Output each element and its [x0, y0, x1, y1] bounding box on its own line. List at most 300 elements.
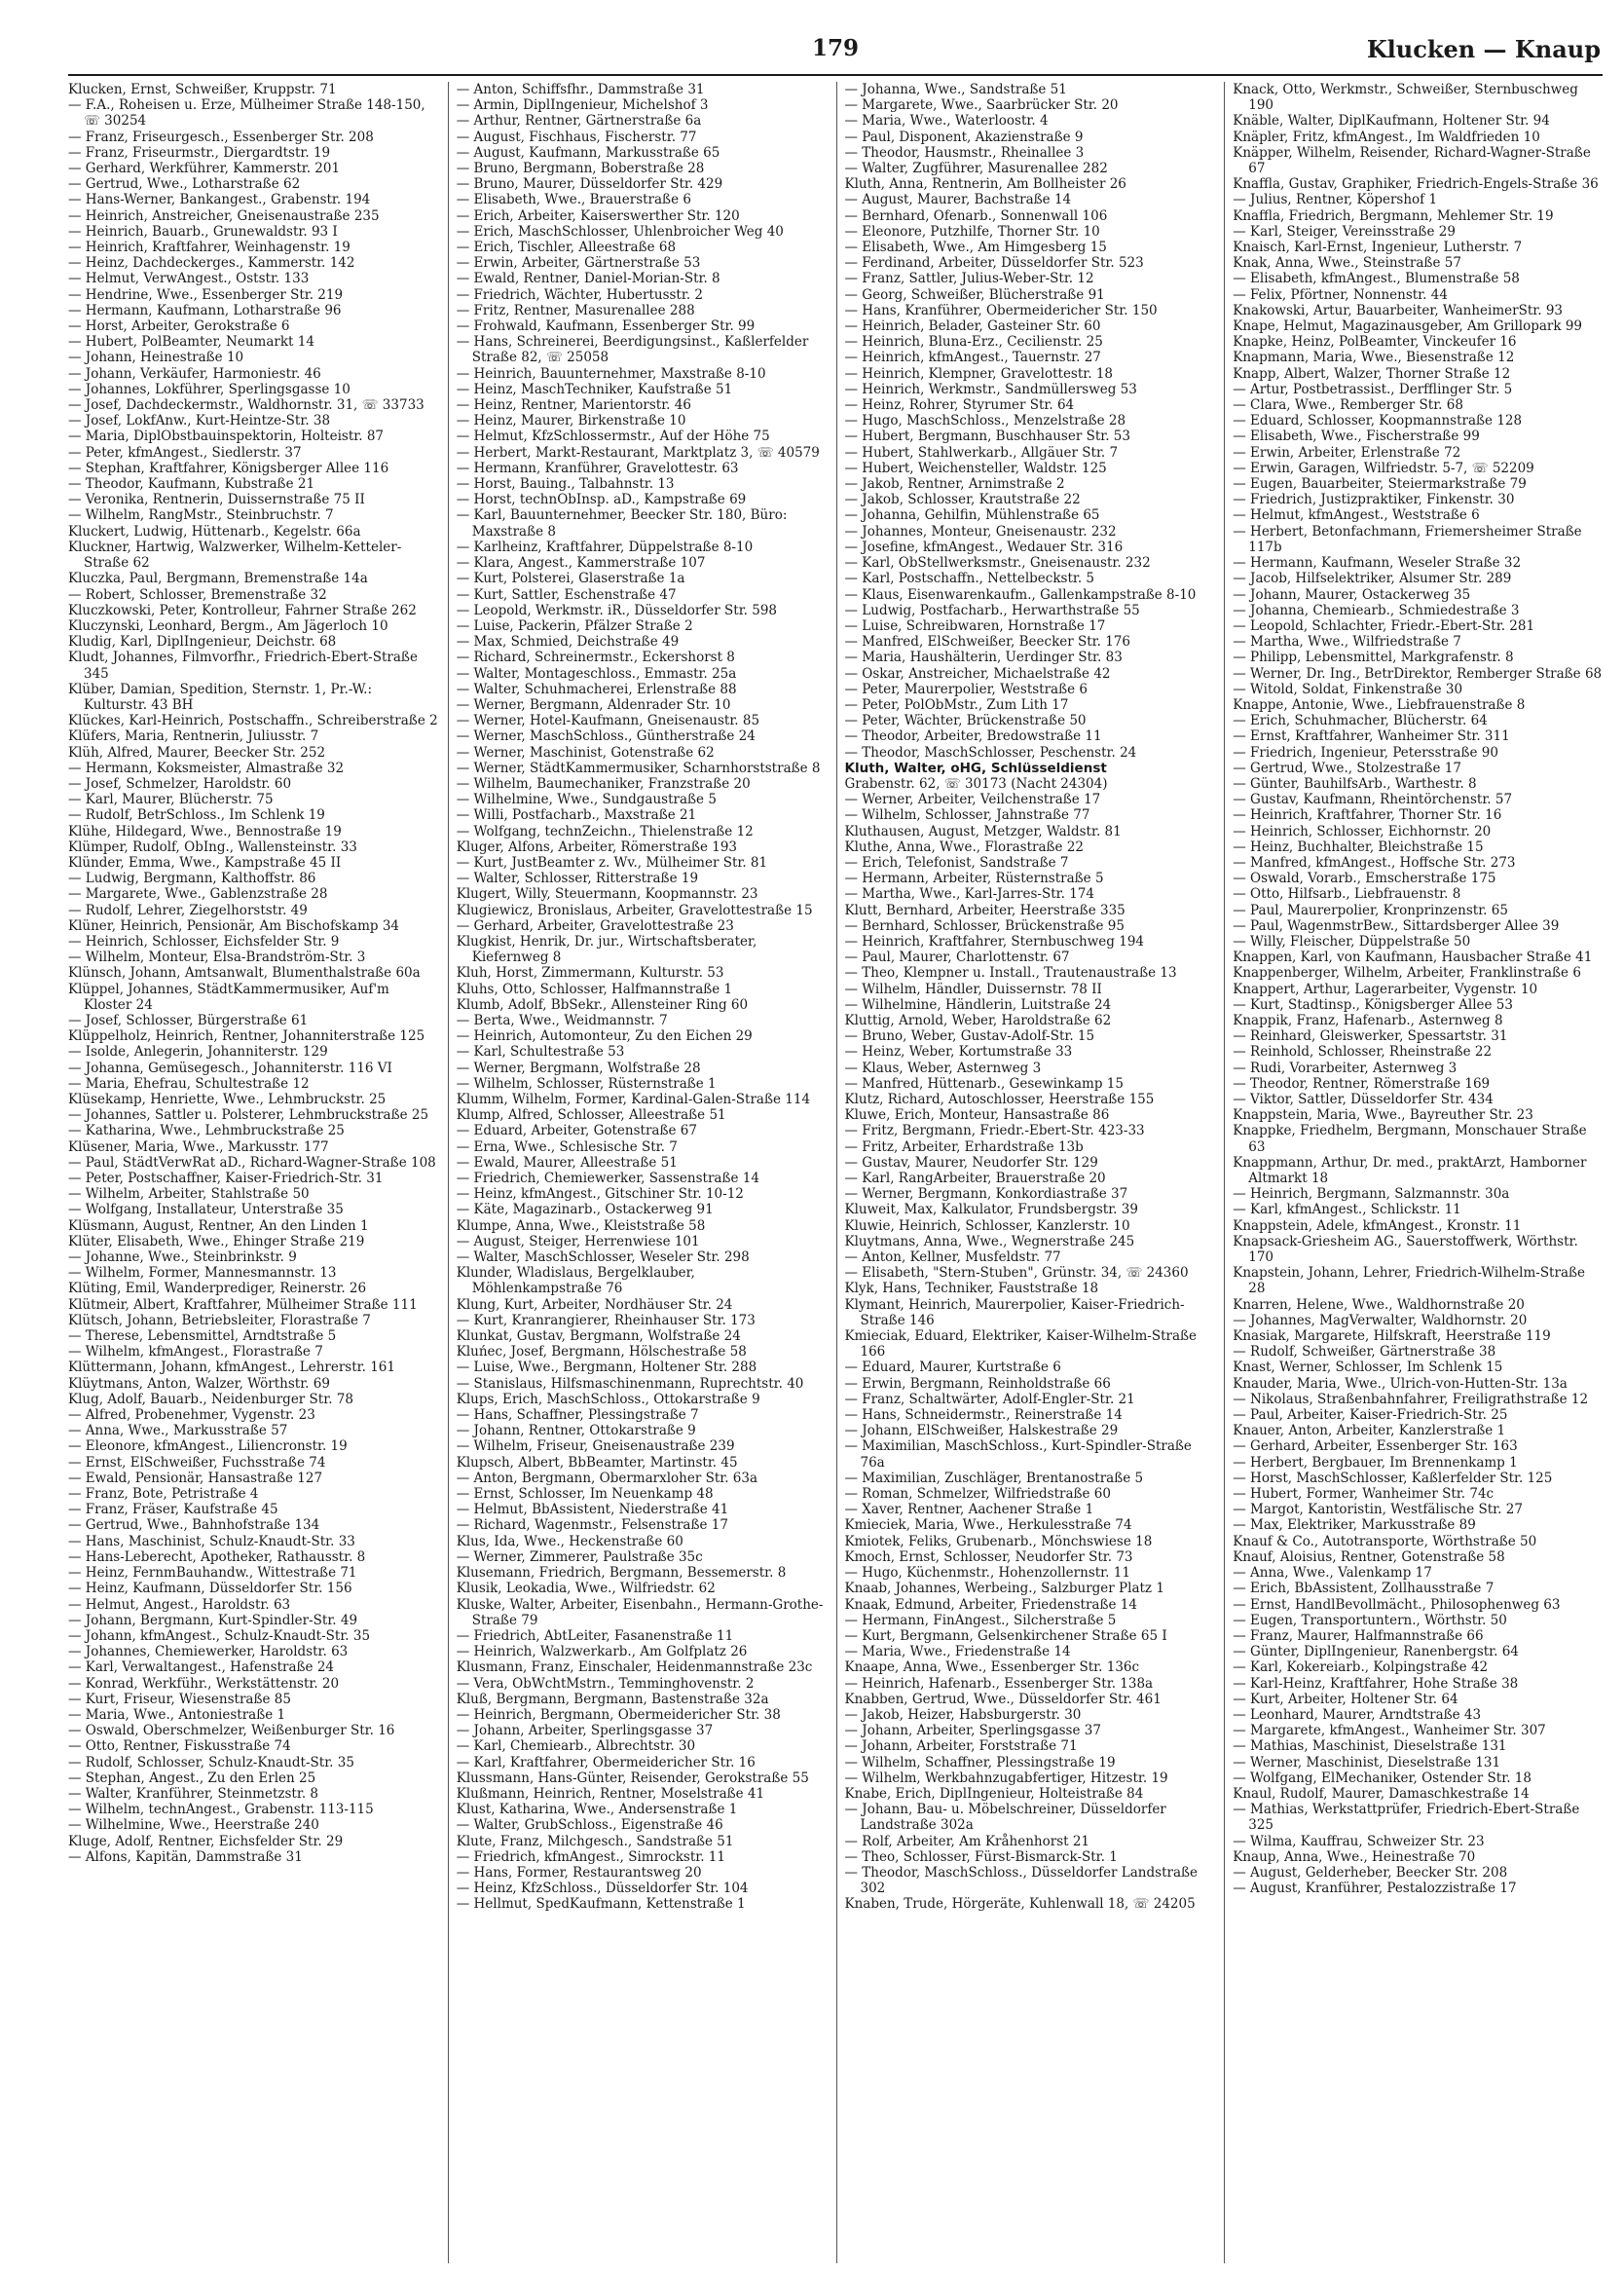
directory-entry: — Theodor, Hausmstr., Rheinallee 3	[844, 144, 1085, 161]
directory-entry: — Franz, Sattler, Julius-Weber-Str. 12	[844, 271, 1094, 287]
directory-entry: — Anton, Bergmann, Obermarxloher Str. 63a	[456, 1470, 758, 1486]
directory-entry: — Friedrich, AbtLeiter, Fasanenstraße 11	[456, 1627, 734, 1644]
directory-entry: — Erwin, Garagen, Wilfriedstr. 5-7, ☏ 52209	[1233, 460, 1534, 476]
directory-entry: — August, Kranführer, Pestalozzistraße 17	[1233, 1881, 1517, 1897]
directory-entry: — Manfred, Hüttenarb., Gesewinkamp 15	[844, 1075, 1124, 1092]
directory-entry: — Reinhold, Schlosser, Rheinstraße 22	[1233, 1044, 1493, 1061]
directory-entry: — Wilhelm, Werkbahnzugabfertiger, Hitzestr. 19	[844, 1770, 1168, 1786]
directory-entry: — Wilhelm, Arbeiter, Stahlstraße 50	[68, 1186, 310, 1203]
directory-entry: — Erich, Telefonist, Sandstraße 7	[844, 854, 1069, 871]
directory-entry: Knaup, Anna, Wwe., Heinestraße 70	[1233, 1848, 1476, 1865]
directory-entry: Klüttermann, Johann, kfmAngest., Lehrerstr. 161	[68, 1360, 395, 1376]
directory-entry: Knabe, Erich, DiplIngenieur, Holteistraße 84	[844, 1785, 1144, 1802]
directory-entry: — Peter, PolObMstr., Zum Lith 17	[844, 696, 1069, 713]
directory-entry: — Felix, Pförtner, Nonnenstr. 44	[1233, 286, 1448, 303]
directory-entry: — Heinrich, Bergmann, Salzmannstr. 30a	[1233, 1186, 1510, 1203]
directory-entry: Kludt, Johannes, Filmvorfhr., Friedrich-Ebert-Straße 345	[68, 650, 418, 682]
directory-entry: — Werner, Bergmann, Aldenrader Str. 10	[456, 696, 731, 713]
directory-entry: Grabenstr. 62, ☏ 30173 (Nacht 24304)	[844, 775, 1108, 792]
directory-entry: — Karl, Verwaltangest., Hafenstraße 24	[68, 1659, 335, 1676]
directory-entry: Klute, Franz, Milchgesch., Sandstraße 51	[456, 1833, 734, 1849]
directory-entry: — Clara, Wwe., Remberger Str. 68	[1233, 397, 1463, 414]
directory-entry: — Heinz, Kaufmann, Düsseldorfer Str. 156	[68, 1581, 352, 1597]
directory-entry: Klumm, Wilhelm, Former, Kardinal-Galen-Straße 114	[456, 1092, 811, 1107]
directory-entry: — Heinrich, Kraftfahrer, Sternbuschweg 194	[844, 933, 1144, 950]
directory-entry: — Heinrich, Schlosser, Eichsfelder Str. 9	[68, 933, 340, 950]
directory-entry: Klüting, Emil, Wanderprediger, Reinerstr. 26	[68, 1281, 367, 1297]
directory-entry: — Wilhelm, Schlosser, Jahnstraße 77	[844, 807, 1090, 824]
directory-entry: — Vera, ObWchtMstrn., Temminghovenstr. 2	[456, 1675, 755, 1692]
directory-entry: Knaape, Anna, Wwe., Essenberger Str. 136c	[844, 1659, 1140, 1676]
directory-entry: Knappik, Franz, Hafenarb., Asternweg 8	[1233, 1012, 1503, 1028]
directory-entry: Knapmann, Maria, Wwe., Biesenstraße 12	[1233, 350, 1515, 366]
directory-entry: — Rudi, Vorarbeiter, Asternweg 3	[1233, 1060, 1458, 1076]
directory-entry: — Johanne, Wwe., Steinbrinkstr. 9	[68, 1249, 297, 1266]
directory-entry: — Werner, Zimmerer, Paulstraße 35c	[456, 1548, 703, 1565]
directory-entry: Klünsch, Johann, Amtsanwalt, Blumenthalstraße 60a	[68, 965, 421, 982]
directory-entry: — Erna, Wwe., Schlesische Str. 7	[456, 1138, 678, 1155]
directory-entry: — Theodor, MaschSchloss., Düsseldorfer Landstraße 302	[844, 1864, 1199, 1897]
directory-entry: — Josef, Schlosser, Bürgerstraße 61	[68, 1012, 309, 1028]
directory-entry: Kluttig, Arnold, Weber, Haroldstraße 62	[844, 1012, 1112, 1028]
directory-entry: — Werner, MaschSchloss., Güntherstraße 24	[456, 728, 756, 745]
directory-entry: — Leopold, Schlachter, Friedr.-Ebert-Str. 281	[1233, 617, 1535, 634]
directory-entry: — Heinrich, Bergmann, Obermeidericher Str. 38	[456, 1706, 781, 1723]
directory-entry: — Johannes, Monteur, Gneisenaustr. 232	[844, 523, 1117, 540]
directory-entry: — Wilhelm, Baumechaniker, Franzstraße 20	[456, 775, 751, 792]
directory-entry: — Ewald, Pensionär, Hansastraße 127	[68, 1470, 323, 1486]
directory-entry: — Jakob, Rentner, Arnimstraße 2	[844, 476, 1065, 493]
directory-entry: — Hermann, Kranführer, Gravelottestr. 63	[456, 460, 739, 476]
directory-entry: Knäpler, Fritz, kfmAngest., Im Waldfrieden 10	[1233, 129, 1540, 145]
directory-entry: Kmieciak, Eduard, Elektriker, Kaiser-Wilhelm-Straße 166	[844, 1328, 1198, 1360]
directory-entry: Klussmann, Hans-Günter, Reisender, Gerokstraße 55	[456, 1770, 809, 1786]
directory-entry: — Frohwald, Kaufmann, Essenberger Str. 99	[456, 318, 756, 335]
directory-entry: Knak, Anna, Wwe., Steinstraße 57	[1233, 255, 1461, 272]
directory-entry: — Heinz, Rohrer, Styrumer Str. 64	[844, 397, 1075, 414]
directory-entry: — Elisabeth, "Stern-Stuben", Grünstr. 34, ☏ 24360	[844, 1265, 1189, 1282]
directory-entry: — Hermann, Kaufmann, Weseler Straße 32	[1233, 555, 1522, 572]
directory-entry: — Arthur, Rentner, Gärtnerstraße 6a	[456, 113, 702, 130]
directory-entry: — Otto, Rentner, Fiskusstraße 74	[68, 1738, 291, 1755]
directory-entry: — Paul, Disponent, Akazienstraße 9	[844, 129, 1084, 145]
directory-entry: — Erich, Tischler, Alleestraße 68	[456, 240, 677, 256]
directory-entry: — Rudolf, Schweißer, Gärtnerstraße 38	[1233, 1344, 1496, 1360]
directory-entry: Klüppelholz, Heinrich, Rentner, Johanniterstraße 125	[68, 1028, 425, 1045]
directory-entry: Klups, Erich, MaschSchloss., Ottokarstraße 9	[456, 1391, 760, 1407]
directory-entry: — Heinrich, Werkmstr., Sandmüllersweg 53	[844, 381, 1137, 397]
directory-entry: Klunkat, Gustav, Bergmann, Wolfstraße 24	[456, 1328, 741, 1345]
directory-entry: — August, Kaufmann, Markusstraße 65	[456, 144, 720, 161]
directory-entry: Knapstein, Johann, Lehrer, Friedrich-Wilhelm-Straße 28	[1233, 1265, 1585, 1297]
directory-entry: Kmieciek, Maria, Wwe., Herkulesstraße 74	[844, 1517, 1132, 1534]
directory-entry: — Karl, Steiger, Vereinsstraße 29	[1233, 223, 1456, 240]
directory-entry: — Friedrich, kfmAngest., Simrockstr. 11	[456, 1848, 725, 1865]
directory-entry: — August, Gelderheber, Beecker Str. 208	[1233, 1864, 1508, 1881]
directory-entry: — Manfred, kfmAngest., Hoffsche Str. 273	[1233, 854, 1516, 871]
directory-entry: Klüsener, Maria, Wwe., Markusstr. 177	[68, 1138, 329, 1155]
directory-entry: — Wolfgang, Installateur, Unterstraße 35	[68, 1202, 344, 1218]
directory-entry: — Alfons, Kapitän, Dammstraße 31	[68, 1848, 303, 1865]
directory-entry: Knappen, Karl, von Kaufmann, Hausbacher Straße 41	[1233, 950, 1593, 966]
directory-entry: Klumpe, Anna, Wwe., Kleiststraße 58	[456, 1217, 706, 1234]
directory-entry: Klußmann, Heinrich, Rentner, Moselstraße 41	[456, 1785, 765, 1802]
directory-entry: — Johannes, MagVerwalter, Waldhornstr. 20	[1233, 1312, 1528, 1328]
directory-entry: — Heinz, MaschTechniker, Kaufstraße 51	[456, 381, 733, 397]
directory-entry: — Josef, Schmelzer, Haroldstr. 60	[68, 775, 292, 792]
directory-entry: — Walter, Kranführer, Steinmetzstr. 8	[68, 1785, 318, 1802]
directory-entry: — Kurt, Bergmann, Gelsenkirchener Straße 65 I	[844, 1627, 1167, 1644]
directory-entry: — Heinrich, Automonteur, Zu den Eichen 29	[456, 1028, 753, 1045]
directory-entry: — Elisabeth, Wwe., Brauerstraße 6	[456, 192, 691, 208]
directory-entry: — Bernhard, Schlosser, Brückenstraße 95	[844, 917, 1125, 934]
directory-entry: Klymant, Heinrich, Maurerpolier, Kaiser-Friedrich-Straße 146	[844, 1296, 1185, 1328]
directory-entry: — Heinz, FernmBauhandw., Wittestraße 71	[68, 1565, 357, 1582]
directory-entry: Klunder, Wladislaus, Bergelklauber, Möhlenkampstraße 76	[456, 1265, 695, 1297]
directory-entry: — Heinrich, kfmAngest., Tauernstr. 27	[844, 350, 1101, 366]
directory-entry: Kludig, Karl, DiplIngenieur, Deichstr. 68	[68, 634, 337, 651]
directory-entry: — Alfred, Probenehmer, Vygenstr. 23	[68, 1407, 315, 1424]
directory-entry: Klünder, Emma, Wwe., Kampstraße 45 II	[68, 854, 342, 871]
directory-entry: — Gerhard, Werkführer, Kammerstr. 201	[68, 161, 341, 177]
directory-entry: — Peter, Maurerpolier, Weststraße 6	[844, 681, 1088, 697]
directory-entry: — Heinrich, Kraftfahrer, Thorner Str. 16	[1233, 807, 1502, 824]
directory-entry: Klüter, Elisabeth, Wwe., Ehinger Straße 219	[68, 1233, 365, 1249]
directory-entry: — Klara, Angest., Kammerstraße 107	[456, 555, 706, 572]
directory-entry: — Eduard, Arbeiter, Gotenstraße 67	[456, 1123, 697, 1139]
directory-entry: — Wilhelm, Friseur, Gneisenaustraße 239	[456, 1438, 735, 1455]
directory-entry: — Armin, DiplIngenieur, Michelshof 3	[456, 97, 709, 114]
directory-entry: — Heinrich, Bauarb., Grunewaldstr. 93 I	[68, 223, 338, 240]
directory-entry: — Manfred, ElSchweißer, Beecker Str. 176	[844, 634, 1130, 651]
directory-entry: — Julius, Rentner, Köpershof 1	[1233, 192, 1438, 208]
directory-entry: Knape, Helmut, Magazinausgeber, Am Grillopark 99	[1233, 318, 1583, 335]
directory-entry: — Wilhelm, technAngest., Grabenstr. 113-115	[68, 1802, 374, 1818]
directory-entry: — Witold, Soldat, Finkenstraße 30	[1233, 681, 1463, 697]
directory-entry: — Friedrich, Wächter, Hubertusstr. 2	[456, 286, 703, 303]
directory-entry: — August, Steiger, Herrenwiese 101	[456, 1233, 700, 1249]
directory-entry: — F.A., Roheisen u. Erze, Mülheimer Straße 148-150, ☏ 30254	[68, 97, 425, 130]
directory-entry: — Stephan, Angest., Zu den Erlen 25	[68, 1770, 316, 1786]
directory-entry: — Werner, Hotel-Kaufmann, Gneisenaustr. 85	[456, 713, 760, 729]
directory-entry: — Hans, Maschinist, Schulz-Knaudt-Str. 33	[68, 1533, 355, 1549]
directory-entry: — Walter, Schlosser, Ritterstraße 19	[456, 871, 699, 887]
directory-entry: — Maria, Wwe., Friedenstraße 14	[844, 1644, 1071, 1660]
directory-entry: — Oswald, Oberschmelzer, Weißenburger Str. 16	[68, 1723, 395, 1739]
directory-entry: — Heinrich, Schlosser, Eichhornstr. 20	[1233, 823, 1492, 839]
directory-entry: — Heinz, Buchhalter, Bleichstraße 15	[1233, 838, 1484, 855]
directory-entry: — Heinrich, Hafenarb., Essenberger Str. 138a	[844, 1675, 1154, 1692]
directory-entry: — Karl, Kokereiarb., Kolpingstraße 42	[1233, 1659, 1489, 1676]
directory-entry: — Erwin, Bergmann, Reinholdstraße 66	[844, 1375, 1111, 1392]
directory-entry: — Bruno, Maurer, Düsseldorfer Str. 429	[456, 176, 723, 193]
directory-entry: Knappe, Antonie, Wwe., Liebfrauenstraße 8	[1233, 696, 1526, 713]
directory-entry: Kluh, Horst, Zimmermann, Kulturstr. 53	[456, 965, 724, 982]
directory-entry: — Theodor, Rentner, Römerstraße 169	[1233, 1075, 1491, 1092]
header-rule	[68, 74, 1603, 76]
directory-entry: — Nikolaus, Straßenbahnfahrer, Freiligrathstraße 12	[1233, 1391, 1589, 1407]
directory-entry: — Paul, Maurerpolier, Kronprinzenstr. 65	[1233, 902, 1508, 918]
directory-entry: — Peter, Wächter, Brückenstraße 50	[844, 713, 1087, 729]
directory-entry: Kluckert, Ludwig, Hüttenarb., Kegelstr. 66a	[68, 523, 361, 540]
directory-entry: — Heinz, Dachdeckerges., Kammerstr. 142	[68, 255, 355, 272]
directory-entry: — Anna, Wwe., Markusstraße 57	[68, 1423, 288, 1439]
directory-entry: Klust, Katharina, Wwe., Andersenstraße 1	[456, 1802, 738, 1818]
directory-entry: — Franz, Fräser, Kaufstraße 45	[68, 1502, 278, 1518]
directory-entry: — Philipp, Lebensmittel, Markgrafenstr. 8	[1233, 650, 1514, 666]
directory-entry: — Johann, Arbeiter, Sperlingsgasse 37	[456, 1723, 714, 1739]
directory-entry: Klump, Alfred, Schlosser, Alleestraße 51	[456, 1107, 726, 1124]
directory-entry: — Margot, Kantoristin, Westfälische Str. 27	[1233, 1502, 1523, 1518]
directory-entry: — Johann, Bergmann, Kurt-Spindler-Str. 49	[68, 1612, 358, 1628]
directory-entry: — Karl, Chemiearb., Albrechtstr. 30	[456, 1738, 696, 1755]
directory-entry: — Karl, Bauunternehmer, Beecker Str. 180, Büro: Maxstraße 8	[456, 507, 788, 540]
directory-entry: — Werner, Arbeiter, Veilchenstraße 17	[844, 792, 1101, 808]
directory-entry: — Hermann, Arbeiter, Rüsternstraße 5	[844, 871, 1104, 887]
directory-entry: Kmoch, Ernst, Schlosser, Neudorfer Str. 73	[844, 1548, 1133, 1565]
page-header	[68, 31, 1603, 70]
directory-entry: — Friedrich, Justizpraktiker, Finkenstr. 30	[1233, 492, 1515, 508]
directory-entry: Knapp, Albert, Walzer, Thorner Straße 12	[1233, 365, 1511, 382]
directory-entry: — Jacob, Hilfselektriker, Alsumer Str. 289	[1233, 571, 1512, 587]
directory-entry: Klückes, Karl-Heinrich, Postschaffn., Schreiberstraße 2	[68, 713, 438, 729]
directory-entry: — Robert, Schlosser, Bremenstraße 32	[68, 586, 327, 603]
directory-entry: — Martha, Wwe., Karl-Jarres-Str. 174	[844, 886, 1094, 903]
directory-entry: — Fritz, Arbeiter, Erhardstraße 13b	[844, 1138, 1084, 1155]
directory-entry: — Wilhelm, Händler, Duissernstr. 78 II	[844, 981, 1102, 997]
directory-entry: — Johanna, Wwe., Sandstraße 51	[844, 82, 1067, 97]
directory-entry: — Franz, Schaltwärter, Adolf-Engler-Str. 21	[844, 1391, 1135, 1407]
directory-entry: — Hans, Schreinerei, Beerdigungsinst., Kaßlerfelder Straße 82, ☏ 25058	[456, 334, 809, 366]
directory-entry: Knäpper, Wilhelm, Reisender, Richard-Wagner-Straße 67	[1233, 144, 1591, 177]
directory-entry: — Maria, Wwe., Antoniestraße 1	[68, 1706, 286, 1723]
directory-entry: — Karl, Maurer, Blücherstr. 75	[68, 792, 274, 808]
running-head: Klucken — Knaup	[1366, 35, 1601, 63]
directory-entry: — Ewald, Rentner, Daniel-Morian-Str. 8	[456, 271, 720, 287]
directory-entry: Klutt, Bernhard, Arbeiter, Heerstraße 335	[844, 902, 1126, 918]
directory-entry: — Oswald, Vorarb., Emscherstraße 175	[1233, 871, 1496, 887]
directory-entry: — Werner, Dr. Ing., BetrDirektor, Remberger Straße 68	[1233, 665, 1603, 682]
directory-entry: — Horst, Bauing., Talbahnstr. 13	[456, 476, 675, 493]
directory-entry: — Hans, Schneidermstr., Reinerstraße 14	[844, 1407, 1123, 1424]
directory-entry: — Hans, Former, Restaurantsweg 20	[456, 1864, 702, 1881]
directory-entry: — Klaus, Eisenwarenkaufm., Gallenkampstraße 8-10	[844, 586, 1197, 603]
directory-entry: — Theodor, Arbeiter, Bredowstraße 11	[844, 728, 1102, 745]
directory-entry: — Heinz, Weber, Kortumstraße 33	[844, 1044, 1073, 1061]
directory-entry: — Friedrich, Chemiewerker, Sassenstraße 14	[456, 1171, 759, 1187]
directory-entry: — Gertrud, Wwe., Lotharstraße 62	[68, 176, 301, 193]
directory-entry: — Heinrich, Belader, Gasteiner Str. 60	[844, 318, 1101, 335]
directory-entry: — Fritz, Rentner, Masurenallee 288	[456, 302, 695, 318]
directory-entry: — Maria, DiplObstbauinspektorin, Holteistr. 87	[68, 429, 384, 445]
directory-entry: Knaffla, Friedrich, Bergmann, Mehlemer Str. 19	[1233, 207, 1554, 224]
directory-entry: — Eleonore, kfmAngest., Liliencronstr. 19	[68, 1438, 348, 1455]
directory-entry: Kluwie, Heinrich, Schlosser, Kanzlerstr. 10	[844, 1217, 1130, 1234]
directory-entry: — Karl, RangArbeiter, Brauerstraße 20	[844, 1171, 1106, 1187]
directory-entry: — Wilhelm, kfmAngest., Florastraße 7	[68, 1344, 323, 1360]
directory-entry: — Hubert, Former, Wanheimer Str. 74c	[1233, 1486, 1495, 1503]
directory-entry: — Werner, Bergmann, Konkordiastraße 37	[844, 1186, 1128, 1203]
page-number: 179	[811, 35, 859, 61]
directory-entry: — Josef, LokfAnw., Kurt-Heintze-Str. 38	[68, 413, 331, 429]
directory-entry: — Wilhelmine, Wwe., Sundgaustraße 5	[456, 792, 717, 808]
directory-entry: Klühe, Hildegard, Wwe., Bennostraße 19	[68, 823, 342, 839]
directory-entry: — Hans, Kranführer, Obermeidericher Str. 150	[844, 302, 1158, 318]
directory-entry: — Heinrich, Bauunternehmer, Maxstraße 8-10	[456, 365, 766, 382]
directory-entry: — Günter, DiplIngenieur, Ranenbergstr. 64	[1233, 1644, 1519, 1660]
directory-entry: — Kurt, Polsterei, Glaserstraße 1a	[456, 571, 685, 587]
directory-entry: — Theodor, Kaufmann, Kubstraße 21	[68, 476, 315, 493]
directory-column-4	[1224, 82, 1603, 2263]
directory-entry: — Johann, Arbeiter, Sperlingsgasse 37	[844, 1723, 1101, 1739]
directory-entry: — Kurt, JustBeamter z. Wv., Mülheimer Str. 81	[456, 854, 768, 871]
directory-entry: — Käte, Magazinarb., Ostackerweg 91	[456, 1202, 714, 1218]
directory-entry: — Johann, Arbeiter, Forststraße 71	[844, 1738, 1078, 1755]
directory-entry: Knauder, Maria, Wwe., Ulrich-von-Hutten-Str. 13a	[1233, 1375, 1568, 1392]
directory-entry: — Max, Elektriker, Markusstraße 89	[1233, 1517, 1476, 1534]
directory-entry: Kluweit, Max, Kalkulator, Frundsbergstr. 39	[844, 1202, 1138, 1218]
directory-entry: — Ludwig, Bergmann, Kalthoffstr. 86	[68, 871, 316, 887]
directory-entry: — Eugen, Bauarbeiter, Steiermarkstraße 79	[1233, 476, 1527, 493]
directory-entry: Kluckner, Hartwig, Walzwerker, Wilhelm-Ketteler-Straße 62	[68, 539, 402, 572]
directory-entry: — Heinrich, Anstreicher, Gneisenaustraße 235	[68, 207, 380, 224]
directory-entry: Kluth, Walter, oHG, Schlüsseldienst	[844, 760, 1107, 776]
directory-entry: — Rudolf, Schlosser, Schulz-Knaudt-Str. 35	[68, 1754, 354, 1770]
directory-entry: — Maria, Wwe., Waterloostr. 4	[844, 113, 1049, 130]
directory-entry: — Eduard, Schlosser, Koopmannstraße 128	[1233, 413, 1523, 429]
directory-entry: — Johannes, Chemiewerker, Haroldstr. 63	[68, 1644, 349, 1660]
directory-entry: — Gerhard, Arbeiter, Essenberger Str. 163	[1233, 1438, 1518, 1455]
directory-entry: Klüber, Damian, Spedition, Sternstr. 1, Pr.-W.: Kulturstr. 43 BH	[68, 681, 372, 713]
directory-entry: — Anton, Kellner, Musfeldstr. 77	[844, 1249, 1061, 1266]
directory-entry: — Eleonore, Putzhilfe, Thorner Str. 10	[844, 223, 1100, 240]
directory-entry: — Otto, Hilfsarb., Liebfrauenstr. 8	[1233, 886, 1461, 903]
directory-entry: Knasiak, Margarete, Hilfskraft, Heerstraße 119	[1233, 1328, 1551, 1345]
directory-entry: — Walter, Zugführer, Masurenallee 282	[844, 161, 1108, 177]
directory-entry: — Mathias, Maschinist, Dieselstraße 131	[1233, 1738, 1507, 1755]
directory-entry: — Hans-Werner, Bankangest., Grabenstr. 194	[68, 192, 371, 208]
directory-entry: — Erwin, Arbeiter, Erlenstraße 72	[1233, 444, 1461, 461]
directory-entry: — Johanna, Gemüsegesch., Johanniterstr. 116 VI	[68, 1060, 392, 1076]
directory-entry: — Xaver, Rentner, Aachener Straße 1	[844, 1502, 1094, 1518]
directory-entry: — Richard, Schreinermstr., Eckershorst 8	[456, 650, 735, 666]
directory-entry: Kluytmans, Anna, Wwe., Wegnerstraße 245	[844, 1233, 1135, 1249]
directory-entry: Klugkist, Henrik, Dr. jur., Wirtschaftsberater, Kiefernweg 8	[456, 933, 757, 966]
directory-entry: — Georg, Schweißer, Blücherstraße 91	[844, 286, 1105, 303]
directory-entry: Knappstein, Adele, kfmAngest., Kronstr. 11	[1233, 1217, 1522, 1234]
directory-entry: — Herbert, Markt-Restaurant, Marktplatz 3, ☏ 40579	[456, 444, 820, 461]
directory-entry: — Erich, MaschSchlosser, Uhlenbroicher Weg 40	[456, 223, 784, 240]
directory-entry: — Elisabeth, Wwe., Am Himgesberg 15	[844, 240, 1107, 256]
directory-entry: Knappenberger, Wilhelm, Arbeiter, Franklinstraße 6	[1233, 965, 1581, 982]
directory-entry: — Heinz, Rentner, Marientorstr. 46	[456, 397, 691, 414]
directory-entry: — Peter, Postschaffner, Kaiser-Friedrich-Str. 31	[68, 1171, 384, 1187]
directory-entry: — Gerhard, Arbeiter, Gravelottestraße 23	[456, 917, 734, 934]
directory-entry: Klüsmann, August, Rentner, An den Linden 1	[68, 1217, 369, 1234]
directory-entry: — Ludwig, Postfacharb., Herwarthstraße 55	[844, 602, 1140, 618]
directory-entry: Knapke, Heinz, PolBeamter, Vinckeufer 16	[1233, 334, 1517, 351]
directory-entry: Klupsch, Albert, BbBeamter, Martinstr. 45	[456, 1454, 738, 1471]
directory-entry: — Oskar, Anstreicher, Michaelstraße 42	[844, 665, 1111, 682]
directory-entry: — Margarete, Wwe., Saarbrücker Str. 20	[844, 97, 1119, 114]
directory-entry: Klütsch, Johann, Betriebsleiter, Florastraße 7	[68, 1312, 371, 1328]
directory-entry: Kluczkowski, Peter, Kontrolleur, Fahrner Straße 262	[68, 602, 417, 618]
directory-entry: — Helmut, kfmAngest., Weststraße 6	[1233, 507, 1480, 524]
directory-entry: Klüner, Heinrich, Pensionär, Am Bischofskamp 34	[68, 917, 400, 934]
directory-entry: Klugert, Willy, Steuermann, Koopmannstr. 23	[456, 886, 758, 903]
directory-entry: — Heinrich, Kraftfahrer, Weinhagenstr. 19	[68, 240, 351, 256]
directory-entry: — Werner, Maschinist, Gotenstraße 62	[456, 744, 715, 761]
directory-entry: — Jakob, Schlosser, Krautstraße 22	[844, 492, 1081, 508]
directory-entry: — August, Maurer, Bachstraße 14	[844, 192, 1072, 208]
directory-entry: Klugiewicz, Bronislaus, Arbeiter, Gravelottestraße 15	[456, 902, 813, 918]
directory-entry: Klutz, Richard, Autoschlosser, Heerstraße 155	[844, 1092, 1155, 1107]
directory-entry: — Anna, Wwe., Valenkamp 17	[1233, 1565, 1432, 1582]
directory-entry: — Roman, Schmelzer, Wilfriedstraße 60	[844, 1486, 1111, 1503]
directory-entry: — Rudolf, Lehrer, Ziegelhorststr. 49	[68, 902, 308, 918]
directory-entry: — Karl, ObStellwerksmstr., Gneisenaustr. 232	[844, 555, 1151, 572]
directory-entry: Kluńec, Josef, Bergmann, Hölschestraße 58	[456, 1344, 747, 1360]
directory-entry: — Hans-Leberecht, Apotheker, Rathausstr. 8	[68, 1548, 366, 1565]
directory-entry: — Paul, Maurer, Charlottenstr. 67	[844, 950, 1070, 966]
directory-entry: — Walter, MaschSchlosser, Weseler Str. 298	[456, 1249, 750, 1266]
directory-entry: — Friedrich, Ingenieur, Petersstraße 90	[1233, 744, 1498, 761]
directory-entry: — Erich, Schuhmacher, Blücherstr. 64	[1233, 713, 1488, 729]
directory-entry: Knauer, Anton, Arbeiter, Kanzlerstraße 1	[1233, 1423, 1506, 1439]
directory-entry: — Josef, Dachdeckermstr., Waldhornstr. 31, ☏ 33733	[68, 397, 424, 414]
directory-entry: — Wilhelm, Monteur, Elsa-Brandström-Str. 3	[68, 950, 366, 966]
directory-entry: — Margarete, Wwe., Gablenzstraße 28	[68, 886, 328, 903]
directory-columns	[68, 82, 1603, 2263]
directory-entry: — Hans, Schaffner, Plessingstraße 7	[456, 1407, 699, 1424]
directory-entry: — Wilhelmine, Händlerin, Luitstraße 24	[844, 996, 1112, 1013]
directory-entry: — Karl, Kraftfahrer, Obermeidericher Str. 16	[456, 1754, 756, 1770]
directory-entry: — Johann, Bau- u. Möbelschreiner, Düsseldorfer Landstraße 302a	[844, 1802, 1166, 1834]
directory-entry: Knaak, Edmund, Arbeiter, Friedenstraße 14	[844, 1596, 1137, 1613]
directory-entry: — Isolde, Anlegerin, Johanniterstr. 129	[68, 1044, 328, 1061]
directory-entry: — Stephan, Kraftfahrer, Königsberger Allee 116	[68, 460, 389, 476]
directory-entry: — Johann, Maurer, Ostackerweg 35	[1233, 586, 1471, 603]
directory-entry: — Gustav, Maurer, Neudorfer Str. 129	[844, 1154, 1098, 1171]
directory-entry: — Helmut, KfzSchlossermstr., Auf der Höhe 75	[456, 429, 770, 445]
directory-entry: — Karlheinz, Kraftfahrer, Düppelstraße 8-10	[456, 539, 754, 555]
directory-entry: — Helmut, Angest., Haroldstr. 63	[68, 1596, 291, 1613]
directory-entry: — Werner, StädtKammermusiker, Scharnhorststraße 8	[456, 760, 821, 776]
directory-entry: — Stanislaus, Hilfsmaschinenmann, Ruprechtstr. 40	[456, 1375, 804, 1392]
directory-entry: Kluth, Anna, Rentnerin, Am Bollheister 26	[844, 176, 1126, 193]
directory-entry: — Fritz, Bergmann, Friedr.-Ebert-Str. 423-33	[844, 1123, 1145, 1139]
directory-entry: Knaab, Johannes, Werbeing., Salzburger Platz 1	[844, 1581, 1164, 1597]
directory-entry: — Walter, Montageschloss., Emmastr. 25a	[456, 665, 737, 682]
directory-entry: Klyk, Hans, Techniker, Fauststraße 18	[844, 1281, 1099, 1297]
directory-entry: Knaul, Rudolf, Maurer, Damaschkestraße 14	[1233, 1785, 1530, 1802]
directory-entry: — Therese, Lebensmittel, Arndtstraße 5	[68, 1328, 337, 1345]
directory-entry: — Ernst, ElSchweißer, Fuchsstraße 74	[68, 1454, 326, 1471]
directory-entry: — Mathias, Werkstattprüfer, Friedrich-Ebert-Straße 325	[1233, 1802, 1580, 1834]
directory-entry: — Paul, StädtVerwRat aD., Richard-Wagner-Straße 108	[68, 1154, 436, 1171]
directory-entry: Knapsack-Griesheim AG., Sauerstoffwerk, Wörthstr. 170	[1233, 1233, 1578, 1266]
directory-entry: Knappmann, Arthur, Dr. med., praktArzt, Hamborner Altmarkt 18	[1233, 1154, 1587, 1187]
directory-entry: — Maximilian, Zuschläger, Brentanostraße 5	[844, 1470, 1144, 1486]
directory-entry: — Walter, Schuhmacherei, Erlenstraße 88	[456, 681, 737, 697]
directory-entry: — Wilhelm, Schaffner, Plessingstraße 19	[844, 1754, 1116, 1770]
directory-entry: — Viktor, Sattler, Düsseldorfer Str. 434	[1233, 1092, 1494, 1107]
directory-entry: — Josefine, kfmAngest., Wedauer Str. 316	[844, 539, 1124, 555]
directory-entry: — Hugo, Küchenmstr., Hohenzollernstr. 11	[844, 1565, 1130, 1582]
directory-entry: — Wilhelmine, Wwe., Heerstraße 240	[68, 1817, 319, 1834]
directory-entry: — Ernst, Kraftfahrer, Wanheimer Str. 311	[1233, 728, 1510, 745]
directory-entry: Kluge, Adolf, Rentner, Eichsfelder Str. 29	[68, 1833, 344, 1849]
